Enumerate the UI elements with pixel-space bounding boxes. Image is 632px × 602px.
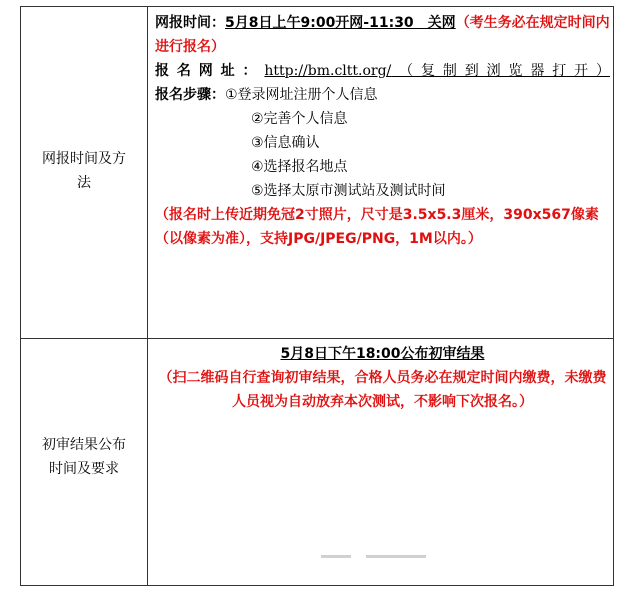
row1-label bbox=[21, 147, 147, 195]
result-note: （扫二维码自行查询初审结果，合格人员务必在规定时间内缴费，未缴费人员视为自动放弃本次测试，不影响下次报名。） bbox=[158, 370, 607, 410]
column-divider bbox=[147, 7, 148, 585]
step-5: ⑤选择太原市测试站及测试时间 bbox=[251, 183, 446, 199]
steps-label: 报名步骤： bbox=[155, 87, 225, 103]
info-table bbox=[20, 6, 614, 586]
row2-label-line2: 时间及要求 bbox=[49, 461, 119, 477]
time-label: 网报时间： bbox=[155, 15, 225, 31]
result-headline: 5月8日下午18:00公布初审结果 bbox=[280, 346, 485, 362]
time-value: 5月8日上午9:00开网-11:30 关网 bbox=[225, 15, 456, 31]
step-1: ①登录网址注册个人信息 bbox=[225, 87, 378, 103]
step-2: ②完善个人信息 bbox=[251, 111, 348, 127]
step-4: ④选择报名地点 bbox=[251, 159, 348, 175]
photo-note: （报名时上传近期免冠2寸照片，尺寸是3.5x5.3厘米，390x567像素（以像素为准），支持JPG/JPEG/PNG，1M以内。） bbox=[155, 207, 599, 247]
row2-label bbox=[21, 433, 147, 481]
url-link[interactable]: http://bm.cltt.org/ bbox=[264, 63, 392, 79]
artifact-mark bbox=[366, 555, 426, 558]
row2-label-line1: 初审结果公布 bbox=[42, 437, 126, 453]
time-line bbox=[155, 11, 610, 59]
url-line bbox=[155, 59, 610, 83]
artifact-mark bbox=[321, 555, 351, 558]
row1-label-line1: 网报时间及方 bbox=[42, 151, 126, 167]
time-note: （考生务必在规定时间内进行报名） bbox=[155, 15, 610, 55]
row1-content bbox=[155, 11, 610, 251]
steps-line bbox=[155, 83, 610, 107]
row2-content bbox=[155, 342, 610, 414]
url-label: 报名网址： bbox=[155, 63, 265, 79]
row-divider bbox=[21, 338, 613, 339]
url-note: （复制到浏览器打开） bbox=[391, 63, 611, 79]
step-3: ③信息确认 bbox=[251, 135, 320, 151]
row1-label-line2: 法 bbox=[77, 175, 91, 191]
